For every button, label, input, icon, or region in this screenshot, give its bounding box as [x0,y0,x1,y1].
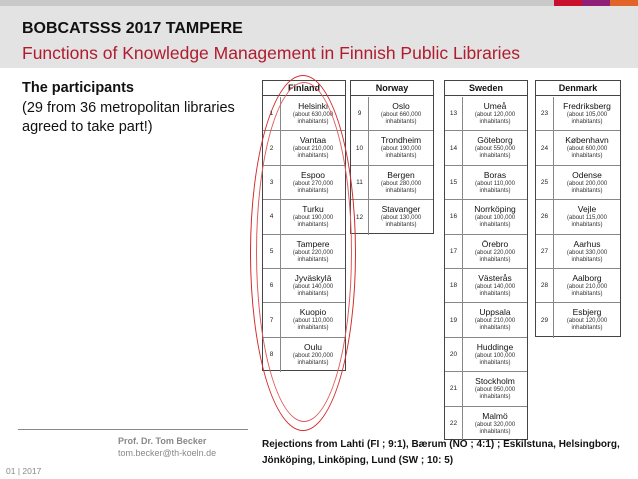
city-name: Odense [572,169,602,180]
city-row [445,338,527,372]
city-name: Turku [302,204,324,215]
city-name: Vantaa [299,135,327,146]
page-number: 01 | 2017 [6,466,42,476]
city-population: (about 200,000 inhabitants) [292,352,334,366]
participants-detail: (29 from 36 metropolitan libraries agreed to take part!) [22,100,235,135]
city-row [536,235,620,269]
city-population: (about 115,000 inhabitants) [567,215,607,229]
city-row [536,200,620,234]
city-name: Stavanger [381,204,421,215]
city-name: Tampere [296,238,330,249]
city-population: (about 110,000 inhabitants) [293,318,333,332]
city-row [445,407,527,441]
city-population: (about 950,000 inhabitants) [474,387,516,401]
city-number: 27 [536,235,554,268]
city-number: 28 [536,269,554,302]
city-population: (about 120,000 inhabitants) [474,112,516,125]
city-row [536,97,620,131]
city-name: Kuopio [299,307,327,318]
city-population: (about 320,000 inhabitants) [474,421,516,435]
city-number: 14 [445,131,463,164]
city-number: 25 [536,166,554,199]
city-number: 4 [263,200,281,233]
city-row [536,166,620,200]
city-number: 24 [536,131,554,164]
city-number: 7 [263,303,281,336]
city-name: Stockholm [475,376,515,387]
city-population: (about 105,000 inhabitants) [566,112,608,125]
city-population: (about 210,000 inhabitants) [292,146,334,160]
city-population: (about 270,000 inhabitants) [292,180,334,194]
city-population: (about 140,000 inhabitants) [292,284,334,297]
city-name: Malmö [482,410,508,421]
city-name: Huddinge [476,341,514,352]
city-number: 12 [351,200,369,234]
participants-heading: The participants [22,80,134,96]
city-row [445,372,527,406]
city-name: København [565,135,609,146]
city-number: 15 [445,166,463,199]
finland-highlight-oval-inner [256,82,352,422]
city-population: (about 200,000 inhabitants) [566,180,608,194]
city-name: Örebro [481,238,509,249]
city-number: 16 [445,200,463,233]
city-number: 1 [263,97,281,130]
country-header: Norway [351,81,433,96]
city-number: 6 [263,269,281,302]
city-name: Helsinki [298,101,328,111]
city-row [351,131,433,165]
city-population: (about 210,000 inhabitants) [566,284,608,297]
city-number: 13 [445,97,463,130]
city-population: (about 210,000 inhabitants) [474,318,516,332]
city-number: 19 [445,303,463,336]
city-row [351,166,433,200]
city-number: 5 [263,235,281,268]
city-row [536,303,620,337]
slide-title: BOBCATSSS 2017 TAMPERE [22,20,243,37]
city-name: Oslo [392,101,410,111]
city-name: Espoo [300,169,326,180]
country-header: Finland [263,81,345,96]
city-name: Fredriksberg [563,101,611,111]
city-name: Esbjerg [572,307,602,318]
city-name: Uppsala [479,307,511,318]
city-population: (about 660,000 inhabitants) [380,112,422,125]
city-population: (about 140,000 inhabitants) [474,284,516,297]
author-email: tom.becker@th-koeln.de [118,448,217,458]
city-number: 2 [263,131,281,164]
city-number: 29 [536,303,554,337]
city-name: Norrköping [474,204,516,215]
city-name: Boras [483,169,507,180]
city-name: Oulu [304,341,322,352]
city-population: (about 630,000 inhabitants) [292,112,334,125]
city-name: Vejle [577,204,597,215]
city-population: (about 280,000 inhabitants) [380,180,422,194]
city-population: (about 600,000 inhabitants) [566,146,608,160]
city-population: (about 550,000 inhabitants) [474,146,516,160]
city-row [536,269,620,303]
country-column-sweden [444,80,528,440]
city-name: Bergen [387,169,415,180]
city-population: (about 120,000 inhabitants) [566,318,608,332]
city-name: Aarhus [573,238,601,249]
city-name: Västerås [478,273,512,283]
city-name: Trondheim [380,135,422,146]
city-name: Umeå [483,101,507,111]
city-row [445,200,527,234]
country-header: Denmark [536,81,620,96]
city-population: (about 190,000 inhabitants) [292,215,334,229]
city-population: (about 100,000 inhabitants) [474,215,516,229]
city-number: 11 [351,166,369,199]
city-row [445,166,527,200]
city-population: (about 220,000 inhabitants) [292,249,334,263]
country-header: Sweden [445,81,527,96]
city-population: (about 130,000 inhabitants) [380,215,422,229]
city-number: 23 [536,97,554,130]
city-row [445,97,527,131]
city-row [445,269,527,303]
city-number: 17 [445,235,463,268]
city-row [445,235,527,269]
city-number: 3 [263,166,281,199]
author-name: Prof. Dr. Tom Becker [118,436,207,446]
city-number: 8 [263,338,281,372]
city-row [536,131,620,165]
country-column-denmark [535,80,621,337]
slide-subtitle: Functions of Knowledge Management in Finnish Public Libraries [22,43,521,63]
city-number: 9 [351,97,369,130]
city-number: 10 [351,131,369,164]
city-population: (about 190,000 inhabitants) [380,146,422,160]
city-number: 20 [445,338,463,371]
city-row [351,97,433,131]
city-population: (about 220,000 inhabitants) [474,249,516,263]
city-name: Göteborg [477,135,513,146]
city-population: (about 330,000 inhabitants) [566,249,608,263]
city-row [351,200,433,234]
slide-header [0,6,638,68]
city-number: 21 [445,372,463,405]
country-column-norway [350,80,434,234]
city-population: (about 100,000 inhabitants) [474,352,516,366]
city-number: 22 [445,407,463,441]
city-number: 26 [536,200,554,233]
city-population: (about 110,000 inhabitants) [475,180,515,194]
city-row [445,131,527,165]
city-number: 18 [445,269,463,302]
city-name: Aalborg [572,273,602,283]
footer-divider [18,429,248,430]
city-name: Jyväskylä [294,273,332,283]
rejections-note: Rejections from Lahti (FI ; 9:1), Bærum (NO ; 4:1) ; Eskilstuna, Helsingborg, Jönköping, Linköping, Lund (SW ; 10: 5) [262,439,620,466]
city-row [445,303,527,337]
